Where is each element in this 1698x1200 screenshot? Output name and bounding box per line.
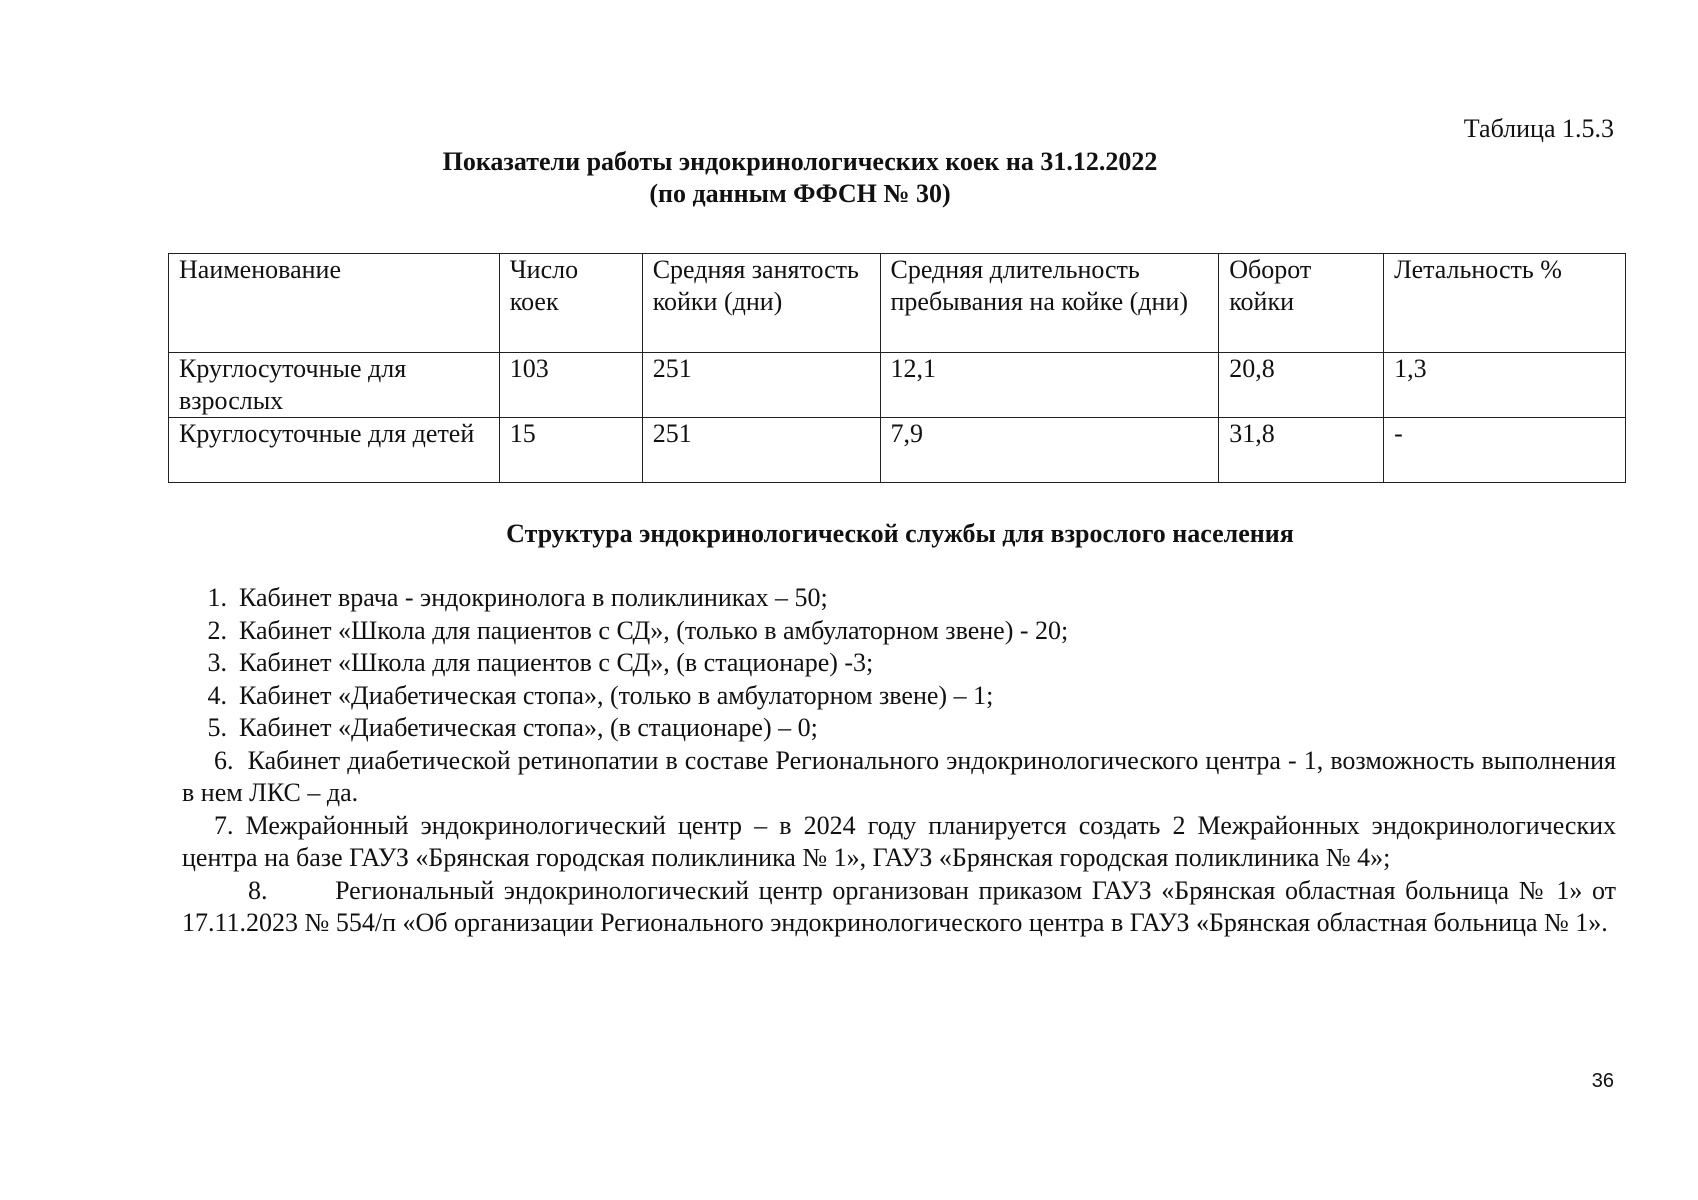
table-cell: - [1384, 418, 1626, 483]
table-cell: 12,1 [880, 353, 1219, 418]
list-item [182, 810, 1616, 875]
list-item-text: Кабинет «Диабетическая стопа», (только в амбулаторном звене) – 1; [239, 680, 994, 710]
section-title: Структура эндокринологической службы для взрослого населения [506, 519, 1294, 548]
table-title: Показатели работы эндокринологических коек на 31.12.2022 [442, 147, 1158, 176]
list-item [182, 647, 1616, 680]
list-item-number: 4. [207, 680, 227, 710]
list-item [182, 875, 1616, 940]
list-item-text: Кабинет врача - эндокринолога в поликлиниках – 50; [239, 583, 828, 612]
list-item-number: 3. [207, 648, 227, 677]
list-item [182, 582, 1616, 615]
list-item-number: 8. [248, 875, 268, 905]
table-cell: Круглосуточные для взрослых [169, 353, 500, 418]
list-item-number: 7. [214, 810, 234, 840]
page-number: 36 [1591, 1070, 1614, 1092]
table-header-row [169, 254, 1626, 353]
header-cell-lethality: Летальность % [1384, 254, 1626, 353]
service-structure-list [182, 582, 1616, 940]
table-cell: 31,8 [1219, 418, 1384, 483]
list-item-number: 2. [207, 615, 227, 645]
table-row [169, 353, 1626, 418]
table-cell: Круглосуточные для детей [169, 418, 500, 483]
list-item-text: Региональный эндокринологический центр организован приказом ГАУЗ «Брянская областная больница № 1» от 17.11.2023 № 554/п «Об организации Регионального эндокринологического центра в ГАУЗ «Брянская областная больница № 1». [182, 875, 1617, 937]
table-label: Таблица 1.5.3 [1463, 114, 1614, 143]
header-cell-occupancy: Средняя занятость койки (дни) [642, 254, 880, 353]
table-cell: 251 [642, 353, 880, 418]
list-item-text: Кабинет «Школа для пациентов с СД», (только в амбулаторном звене) - 20; [239, 615, 1069, 645]
table-cell: 1,3 [1384, 353, 1626, 418]
header-cell-beds: Число коек [499, 254, 642, 353]
table-cell: 7,9 [880, 418, 1219, 483]
bed-indicators-table [168, 253, 1626, 483]
list-item-text: Кабинет диабетической ретинопатии в составе Регионального эндокринологического центра - 1, возможность выполнения в нем ЛКС – да. [182, 745, 1617, 807]
header-cell-turnover: Оборот койки [1219, 254, 1384, 353]
list-item [182, 712, 1616, 745]
table-cell: 20,8 [1219, 353, 1384, 418]
list-item-text: Межрайонный эндокринологический центр – в 2024 году планируется создать 2 Межрайонных эндокринологических центра на базе ГАУЗ «Брянская городская поликлиника № 1», ГАУЗ «Брянская городская поликлиника № 4»; [182, 810, 1616, 872]
list-item [182, 745, 1616, 810]
table-subtitle: (по данным ФФСН № 30) [649, 179, 951, 208]
header-cell-name: Наименование [169, 254, 500, 353]
list-item-number: 6. [214, 745, 234, 775]
table-cell: 15 [499, 418, 642, 483]
list-item-text: Кабинет «Школа для пациентов с СД», (в стационаре) -3; [239, 648, 874, 677]
list-item [182, 680, 1616, 713]
table-cell: 251 [642, 418, 880, 483]
list-item [182, 615, 1616, 648]
table-cell: 103 [499, 353, 642, 418]
list-item-number: 1. [207, 583, 227, 612]
list-item-text: Кабинет «Диабетическая стопа», (в стационаре) – 0; [239, 713, 818, 742]
list-item-number: 5. [207, 713, 227, 742]
header-cell-duration: Средняя длительность пребывания на койке (дни) [880, 254, 1219, 353]
table-row [169, 418, 1626, 483]
